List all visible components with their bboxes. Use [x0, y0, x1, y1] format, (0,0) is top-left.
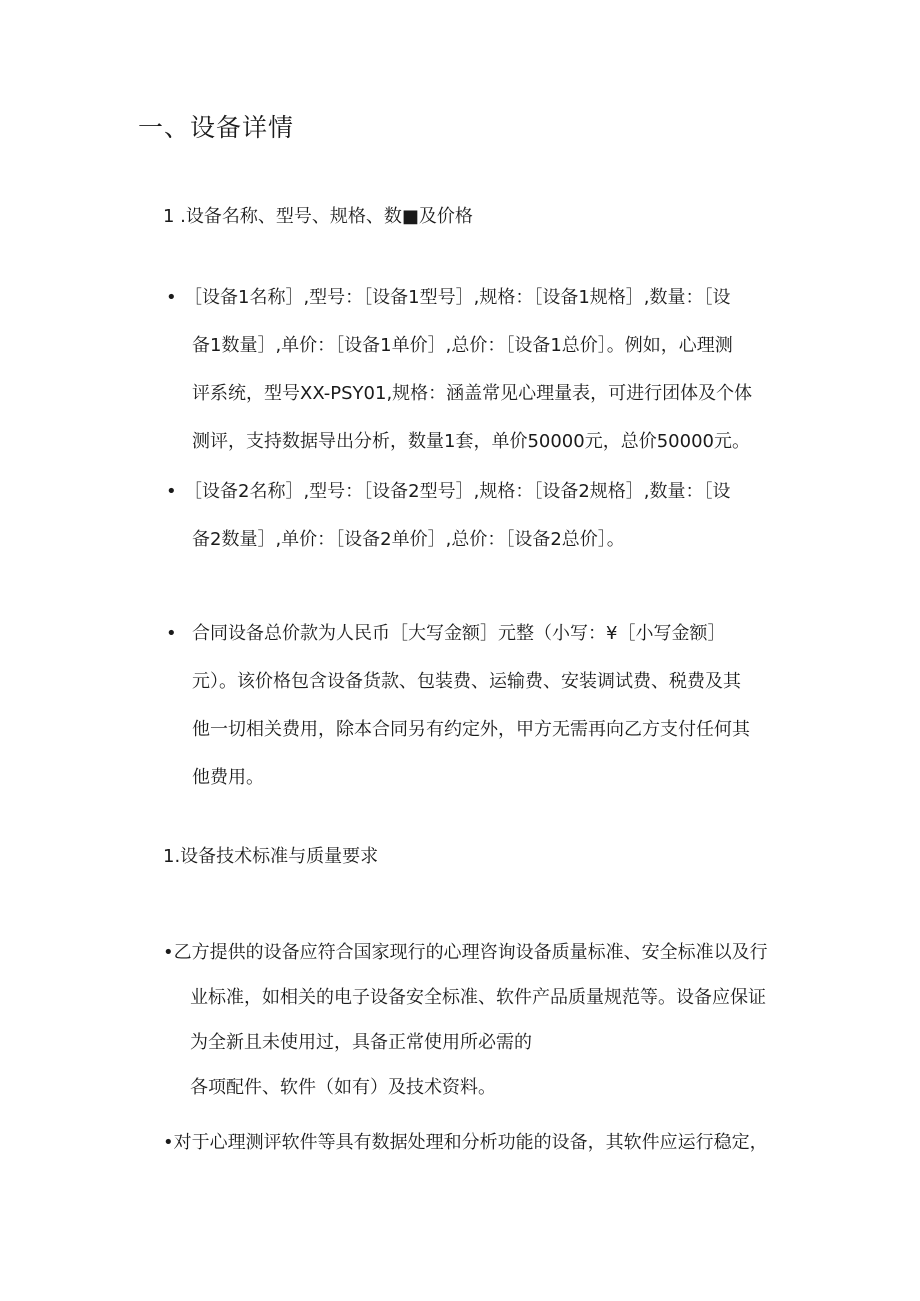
text-line: ［设备1名称］,型号：［设备1型号］,规格：［设备1规格］,数量：［设	[184, 287, 731, 308]
page-heading: 一、设备详情	[138, 113, 295, 142]
text-line: •乙方提供的设备应符合国家现行的心理咨询设备质量标准、安全标准以及行	[163, 942, 768, 963]
text-line: 测评，支持数据导出分析，数量1套，单价50000元，总价50000元。	[192, 431, 750, 452]
text-line: 备1数量］,单价：［设备1单价］,总价：［设备1总价］。例如，心理测	[192, 335, 733, 356]
text-line: •对于心理测评软件等具有数据处理和分析功能的设备，其软件应运行稳定，	[163, 1132, 768, 1153]
list-item-equipment-2	[166, 468, 792, 564]
list-item-standards-1	[163, 930, 793, 1110]
text-line: 各项配件、软件（如有）及技术资料。	[190, 1077, 496, 1098]
text-line: 他费用。	[192, 767, 264, 788]
text-line: 为全新且未使用过，具备正常使用所必需的	[190, 1032, 532, 1053]
list-item-standards-2	[163, 1120, 793, 1165]
section-title-standards: 1.设备技术标准与质量要求	[163, 846, 379, 867]
list-item-equipment-1	[166, 274, 792, 466]
list-item-total-price	[166, 610, 792, 802]
section-title-equipment: 1 .设备名称、型号、规格、数■及价格	[163, 206, 473, 227]
text-line: 元）。该价格包含设备货款、包装费、运输费、安装调试费、税费及其	[192, 671, 741, 692]
text-line: 合同设备总价款为人民币［大写金额］元整（小写：¥［小写金额］	[192, 623, 726, 644]
text-line: ［设备2名称］,型号：［设备2型号］,规格：［设备2规格］,数量：［设	[184, 481, 731, 502]
bullet-icon: •	[166, 481, 177, 502]
text-line: 备2数量］,单价：［设备2单价］,总价：［设备2总价］。	[192, 529, 625, 550]
bullet-icon: •	[166, 623, 177, 644]
text-line: 评系统，型号XX-PSY01,规格：涵盖常见心理量表，可进行团体及个体	[192, 383, 753, 404]
text-line: 业标准，如相关的电子设备安全标准、软件产品质量规范等。设备应保证	[190, 987, 766, 1008]
bullet-icon: •	[166, 287, 177, 308]
text-line: 他一切相关费用，除本合同另有约定外，甲方无需再向乙方支付任何其	[192, 719, 750, 740]
